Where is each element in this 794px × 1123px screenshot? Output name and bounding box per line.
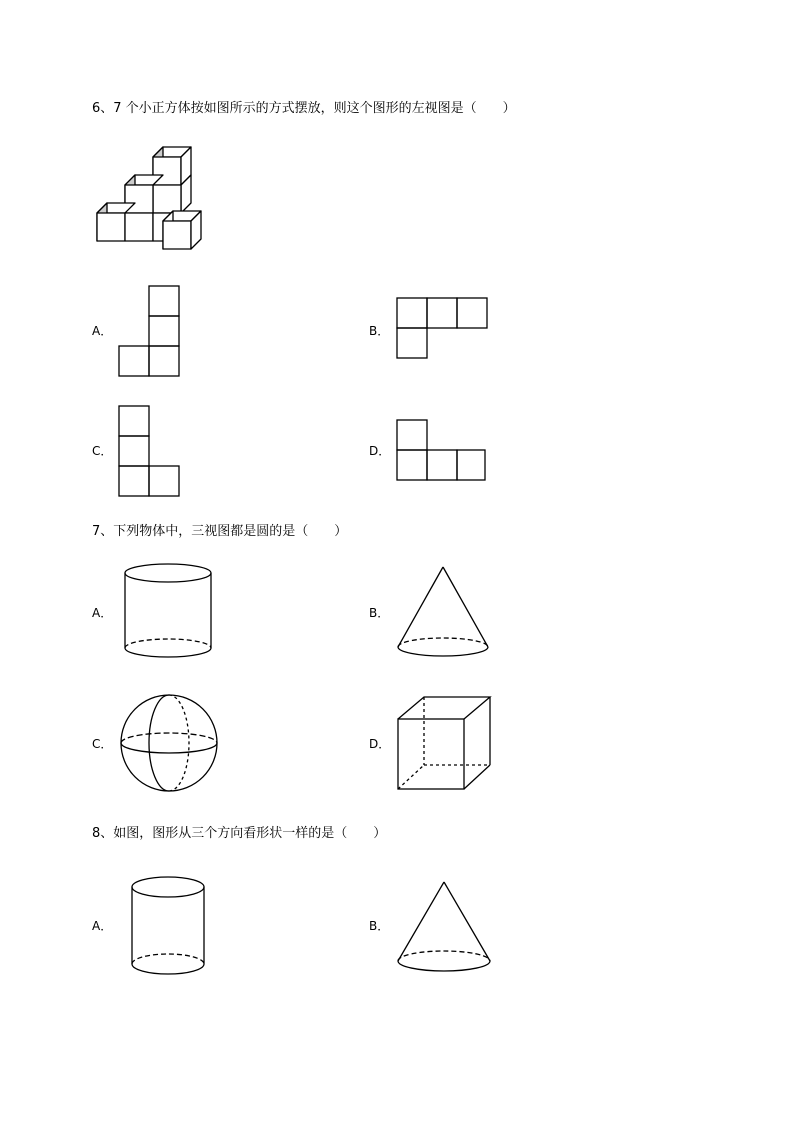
- q8-option-a-label: A．: [92, 919, 113, 933]
- stacked-cubes-figure: [90, 140, 210, 255]
- q7-option-b-cone: [395, 565, 491, 661]
- q7-option-b-label: B．: [369, 606, 390, 620]
- q6-option-a-label: A．: [92, 324, 113, 338]
- q6-option-c-figure: [119, 405, 181, 497]
- q7-option-a-label: A．: [92, 606, 113, 620]
- q7-option-a-cylinder: [122, 562, 214, 662]
- q8-option-a-cylinder: [130, 874, 210, 978]
- question-6-text: 6、7 个小正方体按如图所示的方式摆放，则这个图形的左视图是（ ）: [92, 101, 516, 116]
- q8-option-b-cone: [395, 880, 493, 976]
- question-8-text: 8、如图，图形从三个方向看形状一样的是（ ）: [92, 826, 387, 841]
- q6-option-d-figure: [396, 419, 488, 481]
- q6-option-b-label: B．: [369, 324, 390, 338]
- q7-option-c-sphere: [118, 693, 220, 795]
- q6-option-d-label: D．: [369, 444, 391, 458]
- q7-option-c-label: C．: [92, 737, 113, 751]
- q6-option-b-figure: [396, 297, 488, 360]
- q6-option-a-figure: [119, 285, 181, 377]
- q6-option-c-label: C．: [92, 444, 113, 458]
- q8-option-b-label: B．: [369, 919, 390, 933]
- q7-option-d-cube: [396, 695, 492, 793]
- q7-option-d-label: D．: [369, 737, 391, 751]
- question-7-text: 7、下列物体中，三视图都是圆的是（ ）: [92, 524, 348, 539]
